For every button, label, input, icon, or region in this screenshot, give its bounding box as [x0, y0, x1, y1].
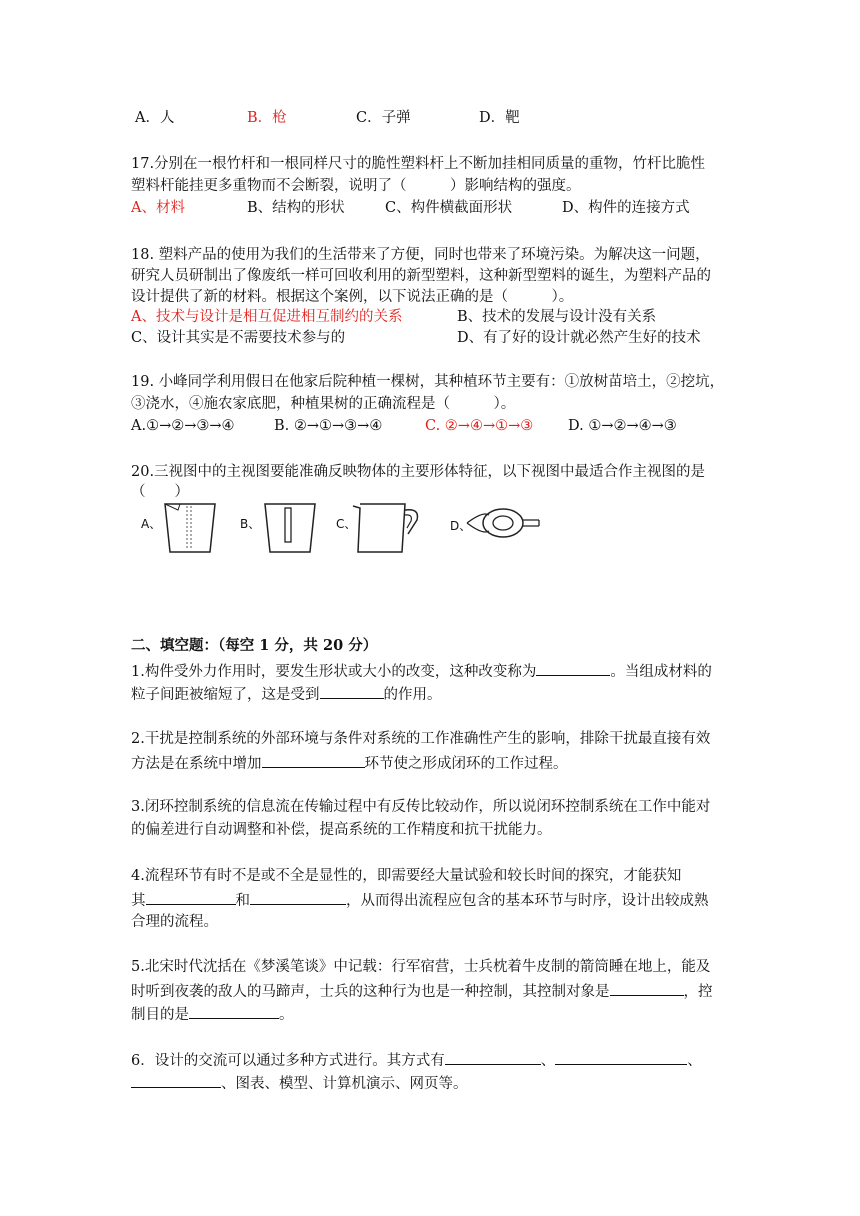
fill-q5-text-c: ，控	[683, 984, 713, 1000]
fill-q5-blank-1[interactable]	[610, 980, 684, 996]
q17-line-2: 塑料杆能挂更多重物而不会断裂，说明了（ ）影响结构的强度。	[131, 178, 581, 194]
q16-option-d: D．靶	[479, 110, 520, 126]
fill-q3-line-1: 3.闭环控制系统的信息流在传输过程中有反传比较动作，所以说闭环控制系统在工作中能对	[131, 799, 711, 815]
fill-q2-text-b: 方法是在系统中增加	[131, 756, 262, 772]
q18-option-a: A、技术与设计是相互促进相互制约的关系	[131, 309, 403, 325]
q19-line-1: 19. 小峰同学利用假日在他家后院种植一棵树，其种植环节主要有：①放树苗培土，②挖坑，	[131, 374, 725, 390]
fill-q1-line-2	[131, 683, 442, 705]
q18-option-d: D、有了好的设计就必然产生好的技术	[457, 330, 701, 346]
q18-line-3: 设计提供了新的材料。根据这个案例，以下说法正确的是（ ）。	[131, 289, 574, 305]
fill-q5-text-b: 时听到夜袭的敌人的马蹄声，士兵的这种行为也是一种控制，其控制对象是	[131, 984, 610, 1000]
q20-figure-b	[260, 502, 320, 554]
fill-q4-blank-1[interactable]	[146, 889, 236, 905]
q17-option-b: B、结构的形状	[247, 200, 345, 216]
fill-q6-line-1	[131, 1049, 702, 1071]
fill-q1-text-b: 。当组成材料的	[610, 664, 712, 680]
q20-label-a: A、	[141, 517, 162, 531]
fill-q5-text-e: 。	[279, 1007, 294, 1023]
q18-option-c: C、设计其实是不需要技术参与的	[131, 330, 346, 346]
fill-q6-blank-1[interactable]	[445, 1049, 541, 1065]
q17-option-c: C、构件横截面形状	[385, 200, 513, 216]
q20-label-c: C、	[336, 517, 357, 531]
q17-option-a: A、材料	[131, 200, 185, 216]
q20-label-b: B、	[240, 517, 261, 531]
q19-option-c: C. ②→④→①→③	[425, 418, 534, 434]
fill-q5-line-3	[131, 1003, 294, 1025]
fill-q2-blank[interactable]	[262, 752, 365, 768]
fill-q4-line-3: 合理的流程。	[131, 914, 218, 930]
q20-line-2: （ ）	[131, 484, 189, 500]
fill-q6-blank-3[interactable]	[131, 1072, 221, 1088]
fill-q5-text-d: 制目的是	[131, 1007, 189, 1023]
fill-q6-text-c: 、	[687, 1053, 702, 1069]
q18-line-1: 18. 塑料产品的使用为我们的生活带来了方便，同时也带来了环境污染。为解决这一问题，	[131, 247, 710, 263]
fill-q1-text-a: 1.构件受外力作用时，要发生形状或大小的改变，这种改变称为	[131, 664, 537, 680]
fill-q5-line-1: 5.北宋时代沈括在《梦溪笔谈》中记载：行军宿营，士兵枕着牛皮制的箭筒睡在地上，能及	[131, 959, 711, 975]
fill-q6-blank-2[interactable]	[555, 1049, 687, 1065]
fill-q4-text-d: ，从而得出流程应包含的基本环节与时序，设计出较成熟	[346, 893, 709, 909]
q19-option-a: A.①→②→③→④	[131, 418, 235, 434]
fill-q1-text-d: 的作用。	[383, 687, 442, 703]
fill-q4-line-1: 4.流程环节有时不是或不全是显性的，即需要经大量试验和较长时间的探究，才能获知	[131, 868, 682, 884]
fill-q4-text-b: 其	[131, 893, 146, 909]
fill-q4-text-c: 和	[235, 893, 250, 909]
fill-q3-line-2: 的偏差进行自动调整和补偿，提高系统的工作精度和抗干扰能力。	[131, 822, 552, 838]
q17-line-1: 17.分别在一根竹杆和一根同样尺寸的脆性塑料杆上不断加挂相同质量的重物，竹杆比脆性	[131, 156, 706, 172]
fill-q5-line-2	[131, 980, 713, 1002]
q19-option-b: B. ②→①→③→④	[274, 418, 383, 434]
q20-figure-c	[350, 500, 420, 556]
q20-label-d: D、	[450, 519, 472, 533]
fill-q2-line-2	[131, 752, 568, 774]
fill-q1-blank-1[interactable]	[536, 660, 610, 676]
fill-q6-text-b: 、	[540, 1053, 556, 1069]
q16-option-c: C．子弹	[356, 110, 411, 126]
fill-q6-text-d: 、图表、模型、计算机演示、网页等。	[221, 1076, 468, 1092]
fill-q5-blank-2[interactable]	[189, 1003, 279, 1019]
fill-q4-blank-2[interactable]	[250, 889, 346, 905]
q20-figure-d	[465, 505, 545, 541]
q18-option-b: B、技术的发展与设计没有关系	[457, 309, 657, 325]
fill-q6-line-2	[131, 1072, 468, 1094]
q17-option-d: D、构件的连接方式	[562, 200, 690, 216]
fill-q1-blank-2[interactable]	[320, 683, 384, 699]
fill-q4-line-2	[131, 889, 709, 911]
q20-figure-a	[160, 502, 220, 554]
section2-heading: 二、填空题：（每空 1 分，共 20 分）	[131, 637, 378, 654]
q20-line-1: 20.三视图中的主视图要能准确反映物体的主要形体特征，以下视图中最适合作主视图的是	[131, 464, 706, 480]
q16-option-b: B．枪	[247, 110, 287, 126]
fill-q6-text-a: 6．设计的交流可以通过多种方式进行。其方式有	[131, 1053, 445, 1069]
q18-line-2: 研究人员研制出了像废纸一样可回收利用的新型塑料，这种新型塑料的诞生，为塑料产品的	[131, 268, 711, 284]
fill-q1-text-c: 粒子间距被缩短了，这是受到	[131, 687, 320, 703]
q19-option-d: D. ①→②→④→③	[568, 418, 677, 434]
fill-q2-text-c: 环节使之形成闭环的工作过程。	[364, 756, 568, 772]
q16-option-a: A．人	[135, 110, 175, 126]
fill-q1-line-1	[131, 660, 712, 682]
fill-q2-line-1: 2.干扰是控制系统的外部环境与条件对系统的工作准确性产生的影响，排除干扰最直接有效	[131, 731, 711, 747]
q19-line-2: ③浇水，④施农家底肥，种植果树的正确流程是（ ）。	[131, 396, 516, 412]
